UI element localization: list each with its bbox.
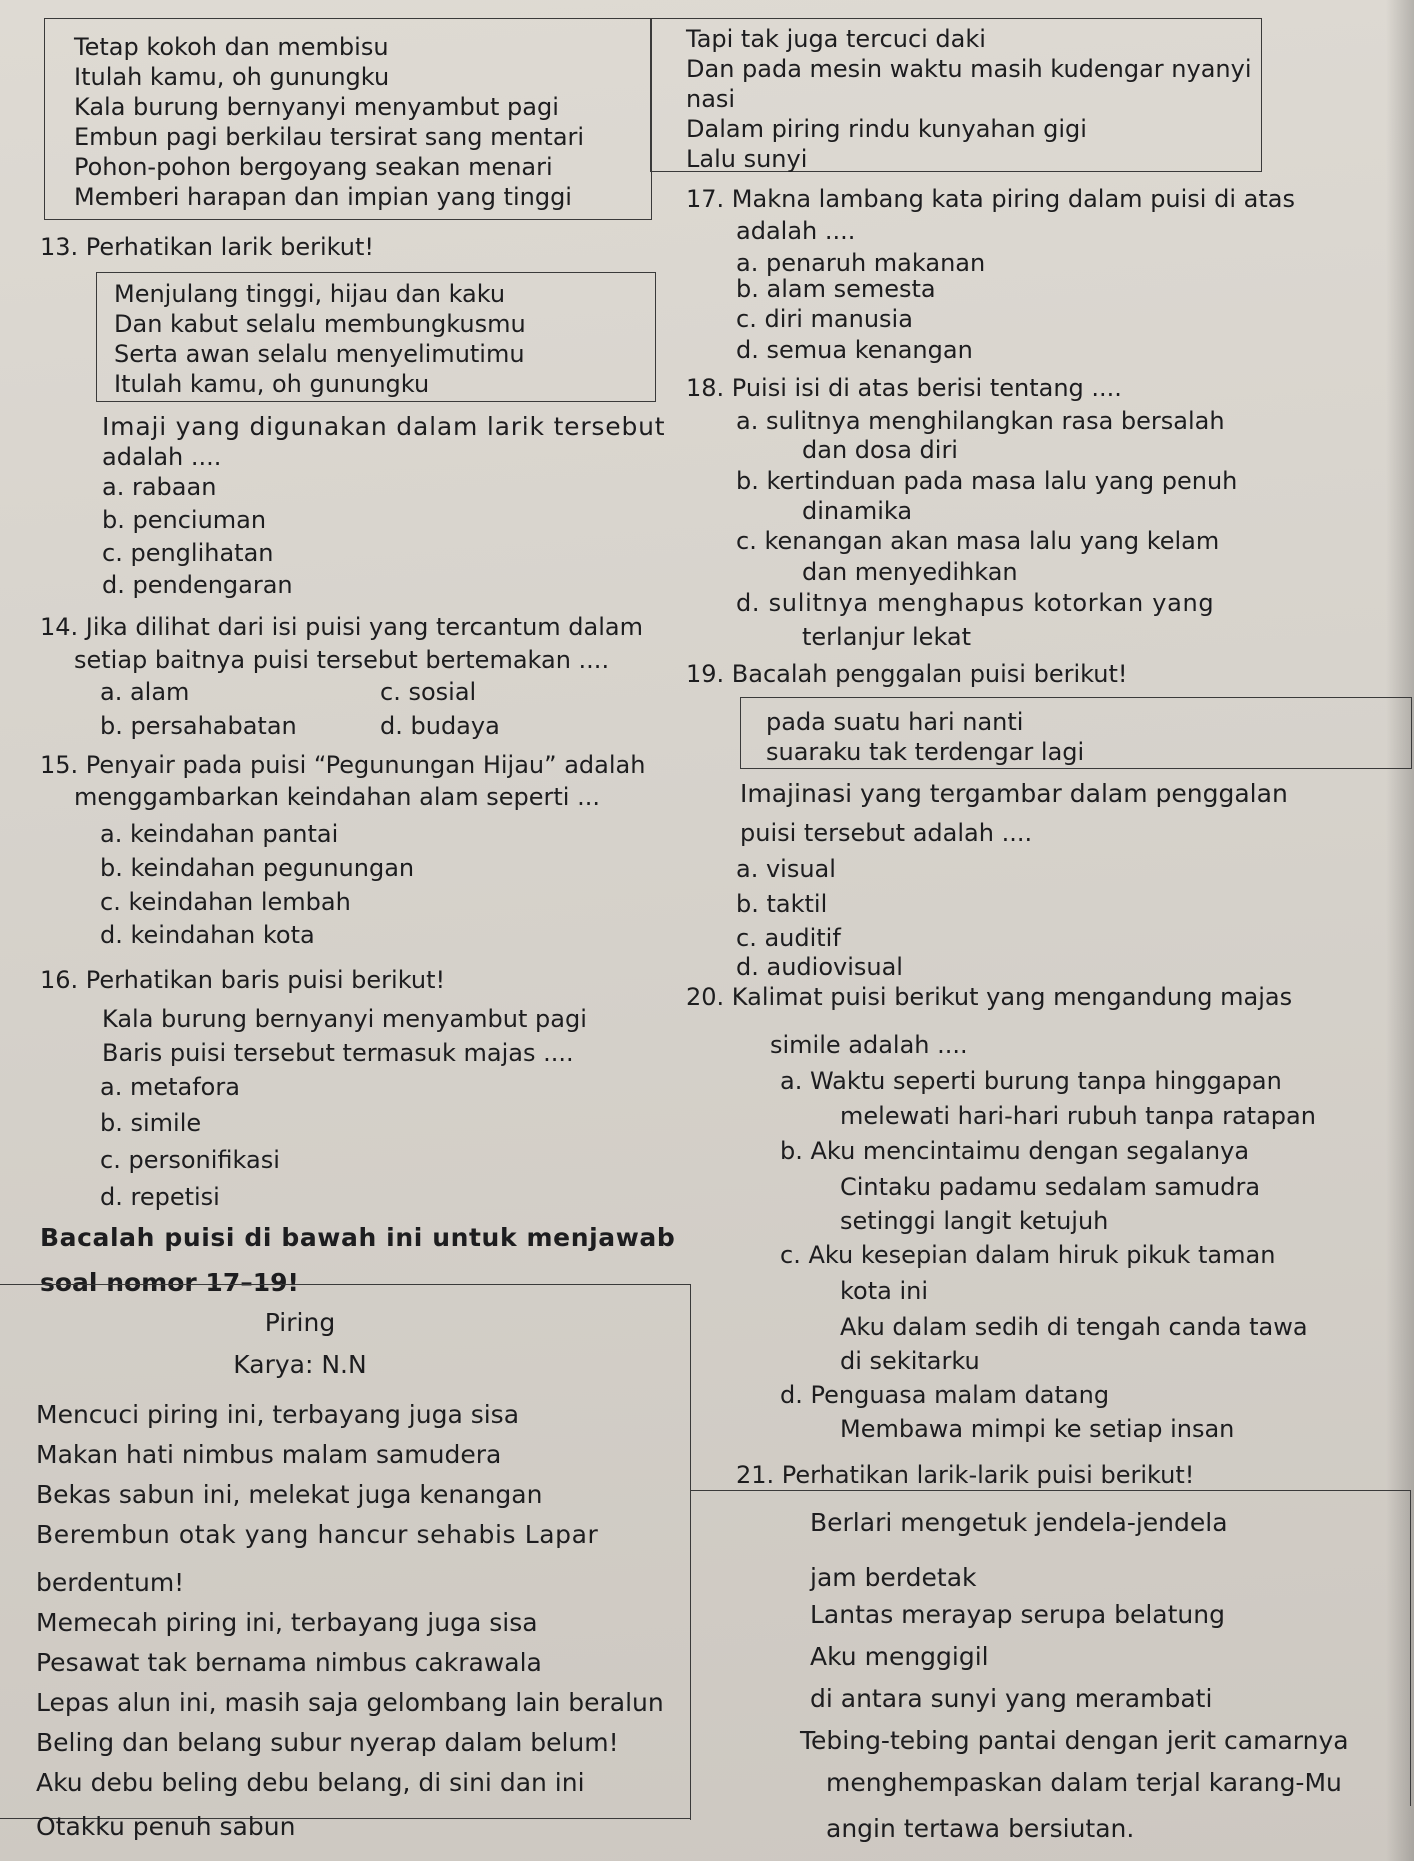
poem-line: Otakku penuh sabun bbox=[36, 1812, 296, 1841]
option-d[interactable]: d. sulitnya menghapus kotorkan yang bbox=[736, 589, 1215, 617]
option-a[interactable]: a. Waktu seperti burung tanpa hinggapan bbox=[780, 1067, 1282, 1095]
option-d-continued: terlanjur lekat bbox=[802, 623, 972, 651]
poem-line: Dan pada mesin waktu masih kudengar nyanyi bbox=[686, 55, 1252, 83]
option-c-continued: di sekitarku bbox=[840, 1347, 980, 1375]
poem-box-right-edge bbox=[690, 1284, 691, 1820]
option-d[interactable]: d. Penguasa malam datang bbox=[780, 1381, 1110, 1409]
question-20-stem: simile adalah .... bbox=[770, 1031, 968, 1059]
option-b[interactable]: b. persahabatan bbox=[100, 712, 297, 740]
question-20-stem: 20. Kalimat puisi berikut yang mengandung majas bbox=[686, 983, 1293, 1011]
option-d[interactable]: d. keindahan kota bbox=[100, 921, 315, 949]
option-c[interactable]: c. diri manusia bbox=[736, 305, 913, 333]
option-c-continued: Aku dalam sedih di tengah canda tawa bbox=[840, 1313, 1308, 1341]
question-15-stem: 15. Penyair pada puisi “Pegunungan Hijau” adalah bbox=[40, 751, 646, 779]
poem-line: Berembun otak yang hancur sehabis Lapar bbox=[36, 1520, 599, 1549]
page-edge-shadow bbox=[1386, 0, 1414, 1861]
quote-line: di antara sunyi yang merambati bbox=[810, 1684, 1213, 1713]
poem-line: Itulah kamu, oh gunungku bbox=[74, 63, 390, 91]
quote-box-top bbox=[690, 1490, 1410, 1491]
quote-line: Aku menggigil bbox=[810, 1642, 989, 1671]
question-17-stem: adalah .... bbox=[736, 217, 856, 245]
option-c[interactable]: c. personifikasi bbox=[100, 1146, 280, 1174]
poem-line: Pohon-pohon bergoyang seakan menari bbox=[74, 153, 553, 181]
poem-line: Beling dan belang subur nyerap dalam belum! bbox=[36, 1728, 619, 1757]
poem-line: Tapi tak juga tercuci daki bbox=[686, 25, 986, 53]
option-c-continued: dan menyedihkan bbox=[802, 558, 1018, 586]
poem-line: Dalam piring rindu kunyahan gigi bbox=[686, 115, 1087, 143]
option-b[interactable]: b. simile bbox=[100, 1109, 202, 1137]
option-d[interactable]: d. budaya bbox=[380, 712, 500, 740]
poem-line: Aku debu beling debu belang, di sini dan ini bbox=[36, 1768, 585, 1797]
poem-title: Piring bbox=[264, 1308, 336, 1337]
question-16-stem: 16. Perhatikan baris puisi berikut! bbox=[40, 966, 446, 994]
quote-line: menghempaskan dalam terjal karang-Mu bbox=[826, 1768, 1342, 1797]
option-d[interactable]: d. repetisi bbox=[100, 1183, 220, 1211]
option-b[interactable]: b. keindahan pegunungan bbox=[100, 854, 415, 882]
poem-line: Memberi harapan dan impian yang tinggi bbox=[74, 183, 572, 211]
option-b-continued: dinamika bbox=[802, 497, 913, 525]
quote-line: Itulah kamu, oh gunungku bbox=[114, 370, 430, 398]
poem-line: Tetap kokoh dan membisu bbox=[74, 33, 389, 61]
option-a-continued: dan dosa diri bbox=[802, 436, 958, 464]
option-a[interactable]: a. rabaan bbox=[102, 473, 217, 501]
option-d[interactable]: d. pendengaran bbox=[102, 571, 293, 599]
question-17-stem: 17. Makna lambang kata piring dalam puisi di atas bbox=[686, 185, 1295, 213]
question-21-stem: 21. Perhatikan larik-larik puisi berikut! bbox=[736, 1461, 1195, 1489]
poem-line: berdentum! bbox=[36, 1568, 185, 1597]
option-c[interactable]: c. auditif bbox=[736, 924, 841, 952]
poem-line: Kala burung bernyanyi menyambut pagi bbox=[74, 93, 559, 121]
option-c-continued: kota ini bbox=[840, 1277, 929, 1305]
question-16-quote: Kala burung bernyanyi menyambut pagi bbox=[102, 1005, 587, 1033]
option-d[interactable]: d. semua kenangan bbox=[736, 336, 973, 364]
option-b[interactable]: b. penciuman bbox=[102, 506, 267, 534]
question-19-stem2: puisi tersebut adalah .... bbox=[740, 819, 1033, 847]
option-a[interactable]: a. keindahan pantai bbox=[100, 820, 339, 848]
poem-line: Bekas sabun ini, melekat juga kenangan bbox=[36, 1480, 543, 1509]
question-13-stem: 13. Perhatikan larik berikut! bbox=[40, 233, 375, 261]
option-b-continued: Cintaku padamu sedalam samudra bbox=[840, 1173, 1261, 1201]
instruction-text: Bacalah puisi di bawah ini untuk menjawab bbox=[40, 1223, 676, 1252]
quote-line: Tebing-tebing pantai dengan jerit camarnya bbox=[800, 1726, 1349, 1755]
question-18-stem: 18. Puisi isi di atas berisi tentang .... bbox=[686, 374, 1122, 402]
option-c[interactable]: c. kenangan akan masa lalu yang kelam bbox=[736, 527, 1220, 555]
option-b[interactable]: b. kertinduan pada masa lalu yang penuh bbox=[736, 467, 1238, 495]
option-c[interactable]: c. keindahan lembah bbox=[100, 888, 351, 916]
divider bbox=[0, 1284, 690, 1285]
option-c[interactable]: c. Aku kesepian dalam hiruk pikuk taman bbox=[780, 1241, 1276, 1269]
poem-line: Pesawat tak bernama nimbus cakrawala bbox=[36, 1648, 542, 1677]
option-a[interactable]: a. metafora bbox=[100, 1073, 240, 1101]
option-b[interactable]: b. taktil bbox=[736, 890, 828, 918]
option-c[interactable]: c. sosial bbox=[380, 678, 477, 706]
option-b[interactable]: b. Aku mencintaimu dengan segalanya bbox=[780, 1137, 1250, 1165]
option-b[interactable]: b. alam semesta bbox=[736, 275, 936, 303]
poem-line: nasi bbox=[686, 85, 736, 113]
option-c[interactable]: c. penglihatan bbox=[102, 539, 274, 567]
quote-line: Berlari mengetuk jendela-jendela bbox=[810, 1508, 1228, 1537]
option-a[interactable]: a. visual bbox=[736, 855, 836, 883]
quote-line: jam berdetak bbox=[810, 1563, 977, 1592]
option-a[interactable]: a. penaruh makanan bbox=[736, 249, 986, 277]
quote-line: Lantas merayap serupa belatung bbox=[810, 1600, 1225, 1629]
poem-line: Embun pagi berkilau tersirat sang mentari bbox=[74, 123, 585, 151]
poem-line: Makan hati nimbus malam samudera bbox=[36, 1440, 502, 1469]
option-a[interactable]: a. alam bbox=[100, 678, 190, 706]
question-13-stem2: adalah .... bbox=[102, 443, 222, 471]
quote-line: Dan kabut selalu membungkusmu bbox=[114, 310, 526, 338]
quote-line: angin tertawa bersiutan. bbox=[826, 1814, 1135, 1843]
quote-line: Menjulang tinggi, hijau dan kaku bbox=[114, 280, 506, 308]
option-d[interactable]: d. audiovisual bbox=[736, 953, 903, 981]
question-16-stem2: Baris puisi tersebut termasuk majas .... bbox=[102, 1039, 574, 1067]
question-15-stem: menggambarkan keindahan alam seperti ... bbox=[74, 783, 600, 811]
question-14-stem: setiap baitnya puisi tersebut bertemakan .... bbox=[74, 646, 610, 674]
option-a-continued: melewati hari-hari rubuh tanpa ratapan bbox=[840, 1102, 1316, 1130]
option-d-continued: Membawa mimpi ke setiap insan bbox=[840, 1415, 1235, 1443]
poem-author: Karya: N.N bbox=[233, 1350, 367, 1379]
question-14-stem: 14. Jika dilihat dari isi puisi yang tercantum dalam bbox=[40, 613, 643, 641]
quote-line: pada suatu hari nanti bbox=[766, 708, 1024, 736]
poem-line: Lepas alun ini, masih saja gelombang lain beralun bbox=[36, 1688, 664, 1717]
instruction-text: soal nomor 17–19! bbox=[40, 1268, 299, 1297]
option-a[interactable]: a. sulitnya menghilangkan rasa bersalah bbox=[736, 407, 1225, 435]
quote-line: suaraku tak terdengar lagi bbox=[766, 738, 1085, 766]
poem-line: Lalu sunyi bbox=[686, 145, 808, 173]
quote-line: Serta awan selalu menyelimutimu bbox=[114, 340, 525, 368]
poem-line: Mencuci piring ini, terbayang juga sisa bbox=[36, 1400, 520, 1429]
option-b-continued: setinggi langit ketujuh bbox=[840, 1207, 1109, 1235]
question-19-stem: 19. Bacalah penggalan puisi berikut! bbox=[686, 660, 1128, 688]
question-13-stem2: Imaji yang digunakan dalam larik tersebut bbox=[102, 412, 666, 441]
question-19-stem2: Imajinasi yang tergambar dalam penggalan bbox=[740, 779, 1288, 808]
poem-line: Memecah piring ini, terbayang juga sisa bbox=[36, 1608, 538, 1637]
